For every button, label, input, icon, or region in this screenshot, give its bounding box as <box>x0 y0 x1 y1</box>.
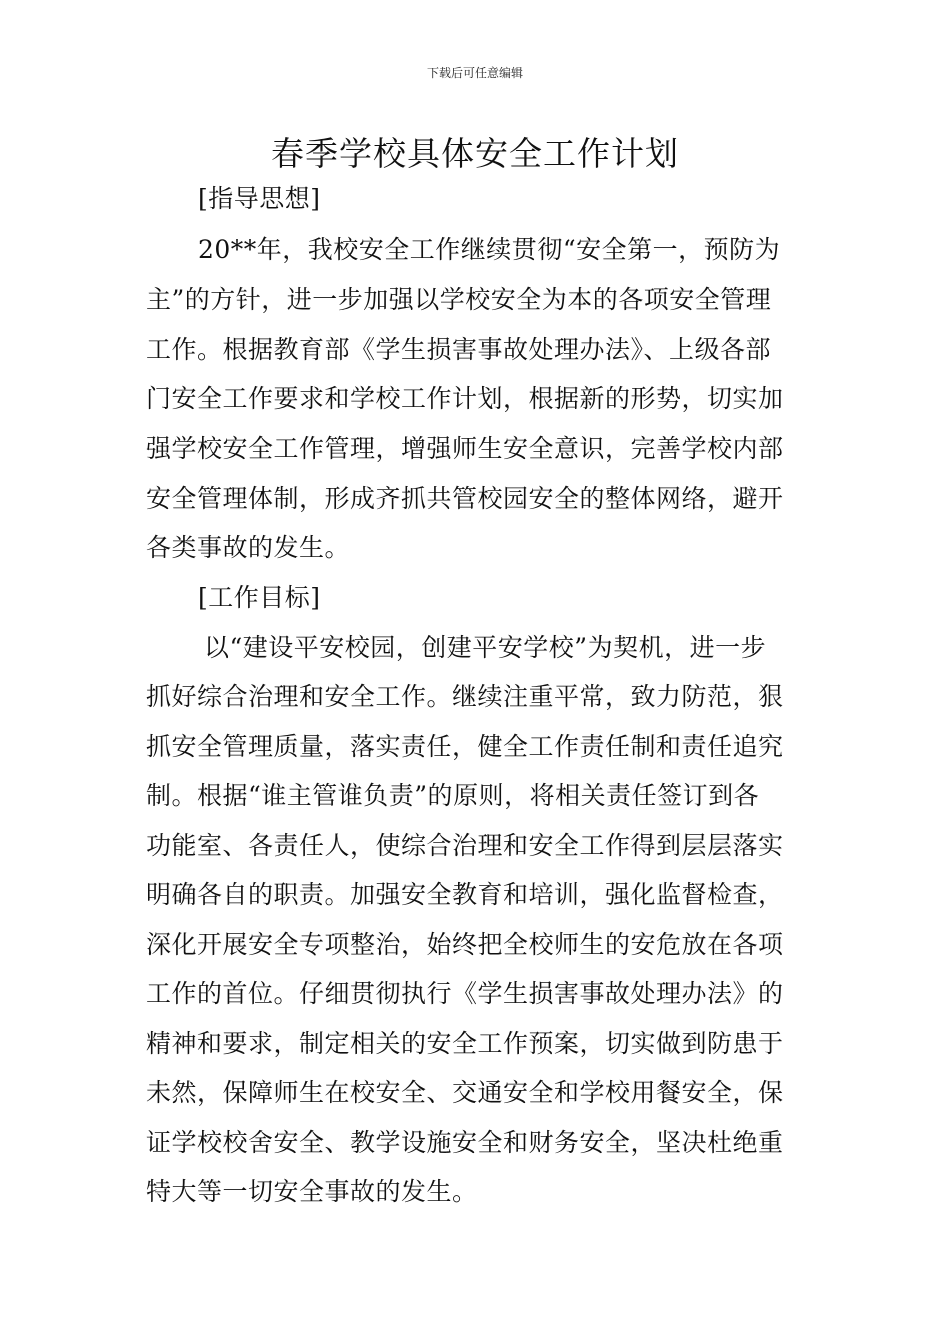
para2-line-5: 功能室、各责任人，使综合治理和安全工作得到层层落实 <box>146 831 784 860</box>
section-heading-guiding-ideology: [指导思想] <box>198 184 321 213</box>
para2-line-9: 精神和要求，制定相关的安全工作预案，切实做到防患于 <box>146 1029 784 1058</box>
document-title: 春季学校具体安全工作计划 <box>271 134 679 173</box>
para2-line-3: 抓安全管理质量，落实责任，健全工作责任制和责任追究 <box>146 732 784 761</box>
para1-line-5: 强学校安全工作管理，增强师生安全意识，完善学校内部 <box>146 434 784 463</box>
section-heading-work-goals: [工作目标] <box>198 583 321 612</box>
para1-line-3: 工作。根据教育部《学生损害事故处理办法》、上级各部 <box>146 335 772 364</box>
page-header: 下载后可任意编辑 <box>426 66 523 80</box>
para2-line-1: 以“建设平安校园，创建平安学校”为契机，进一步 <box>204 633 767 662</box>
para1-line-1: 20**年，我校安全工作继续贯彻“安全第一，预防为 <box>198 235 781 264</box>
para2-line-8: 工作的首位。仔细贯彻执行《学生损害事故处理办法》的 <box>146 979 784 1008</box>
para1-line-6: 安全管理体制，形成齐抓共管校园安全的整体网络，避开 <box>146 484 784 513</box>
para2-line-11: 证学校校舍安全、教学设施安全和财务安全，坚决杜绝重 <box>146 1128 784 1157</box>
para2-line-2: 抓好综合治理和安全工作。继续注重平常，致力防范，狠 <box>146 682 784 711</box>
para2-line-7: 深化开展安全专项整治，始终把全校师生的安危放在各项 <box>146 930 784 959</box>
para2-line-4: 制。根据“谁主管谁负责”的原则，将相关责任签订到各 <box>146 781 760 810</box>
para1-line-7: 各类事故的发生。 <box>146 533 351 562</box>
para1-line-4: 门安全工作要求和学校工作计划，根据新的形势，切实加 <box>146 384 784 413</box>
para1-line-2: 主”的方针，进一步加强以学校安全为本的各项安全管理 <box>146 285 772 314</box>
para2-line-6: 明确各自的职责。加强安全教育和培训，强化监督检查， <box>146 880 784 909</box>
para2-line-10: 未然，保障师生在校安全、交通安全和学校用餐安全，保 <box>146 1078 784 1107</box>
para2-line-12: 特大等一切安全事故的发生。 <box>146 1177 478 1206</box>
